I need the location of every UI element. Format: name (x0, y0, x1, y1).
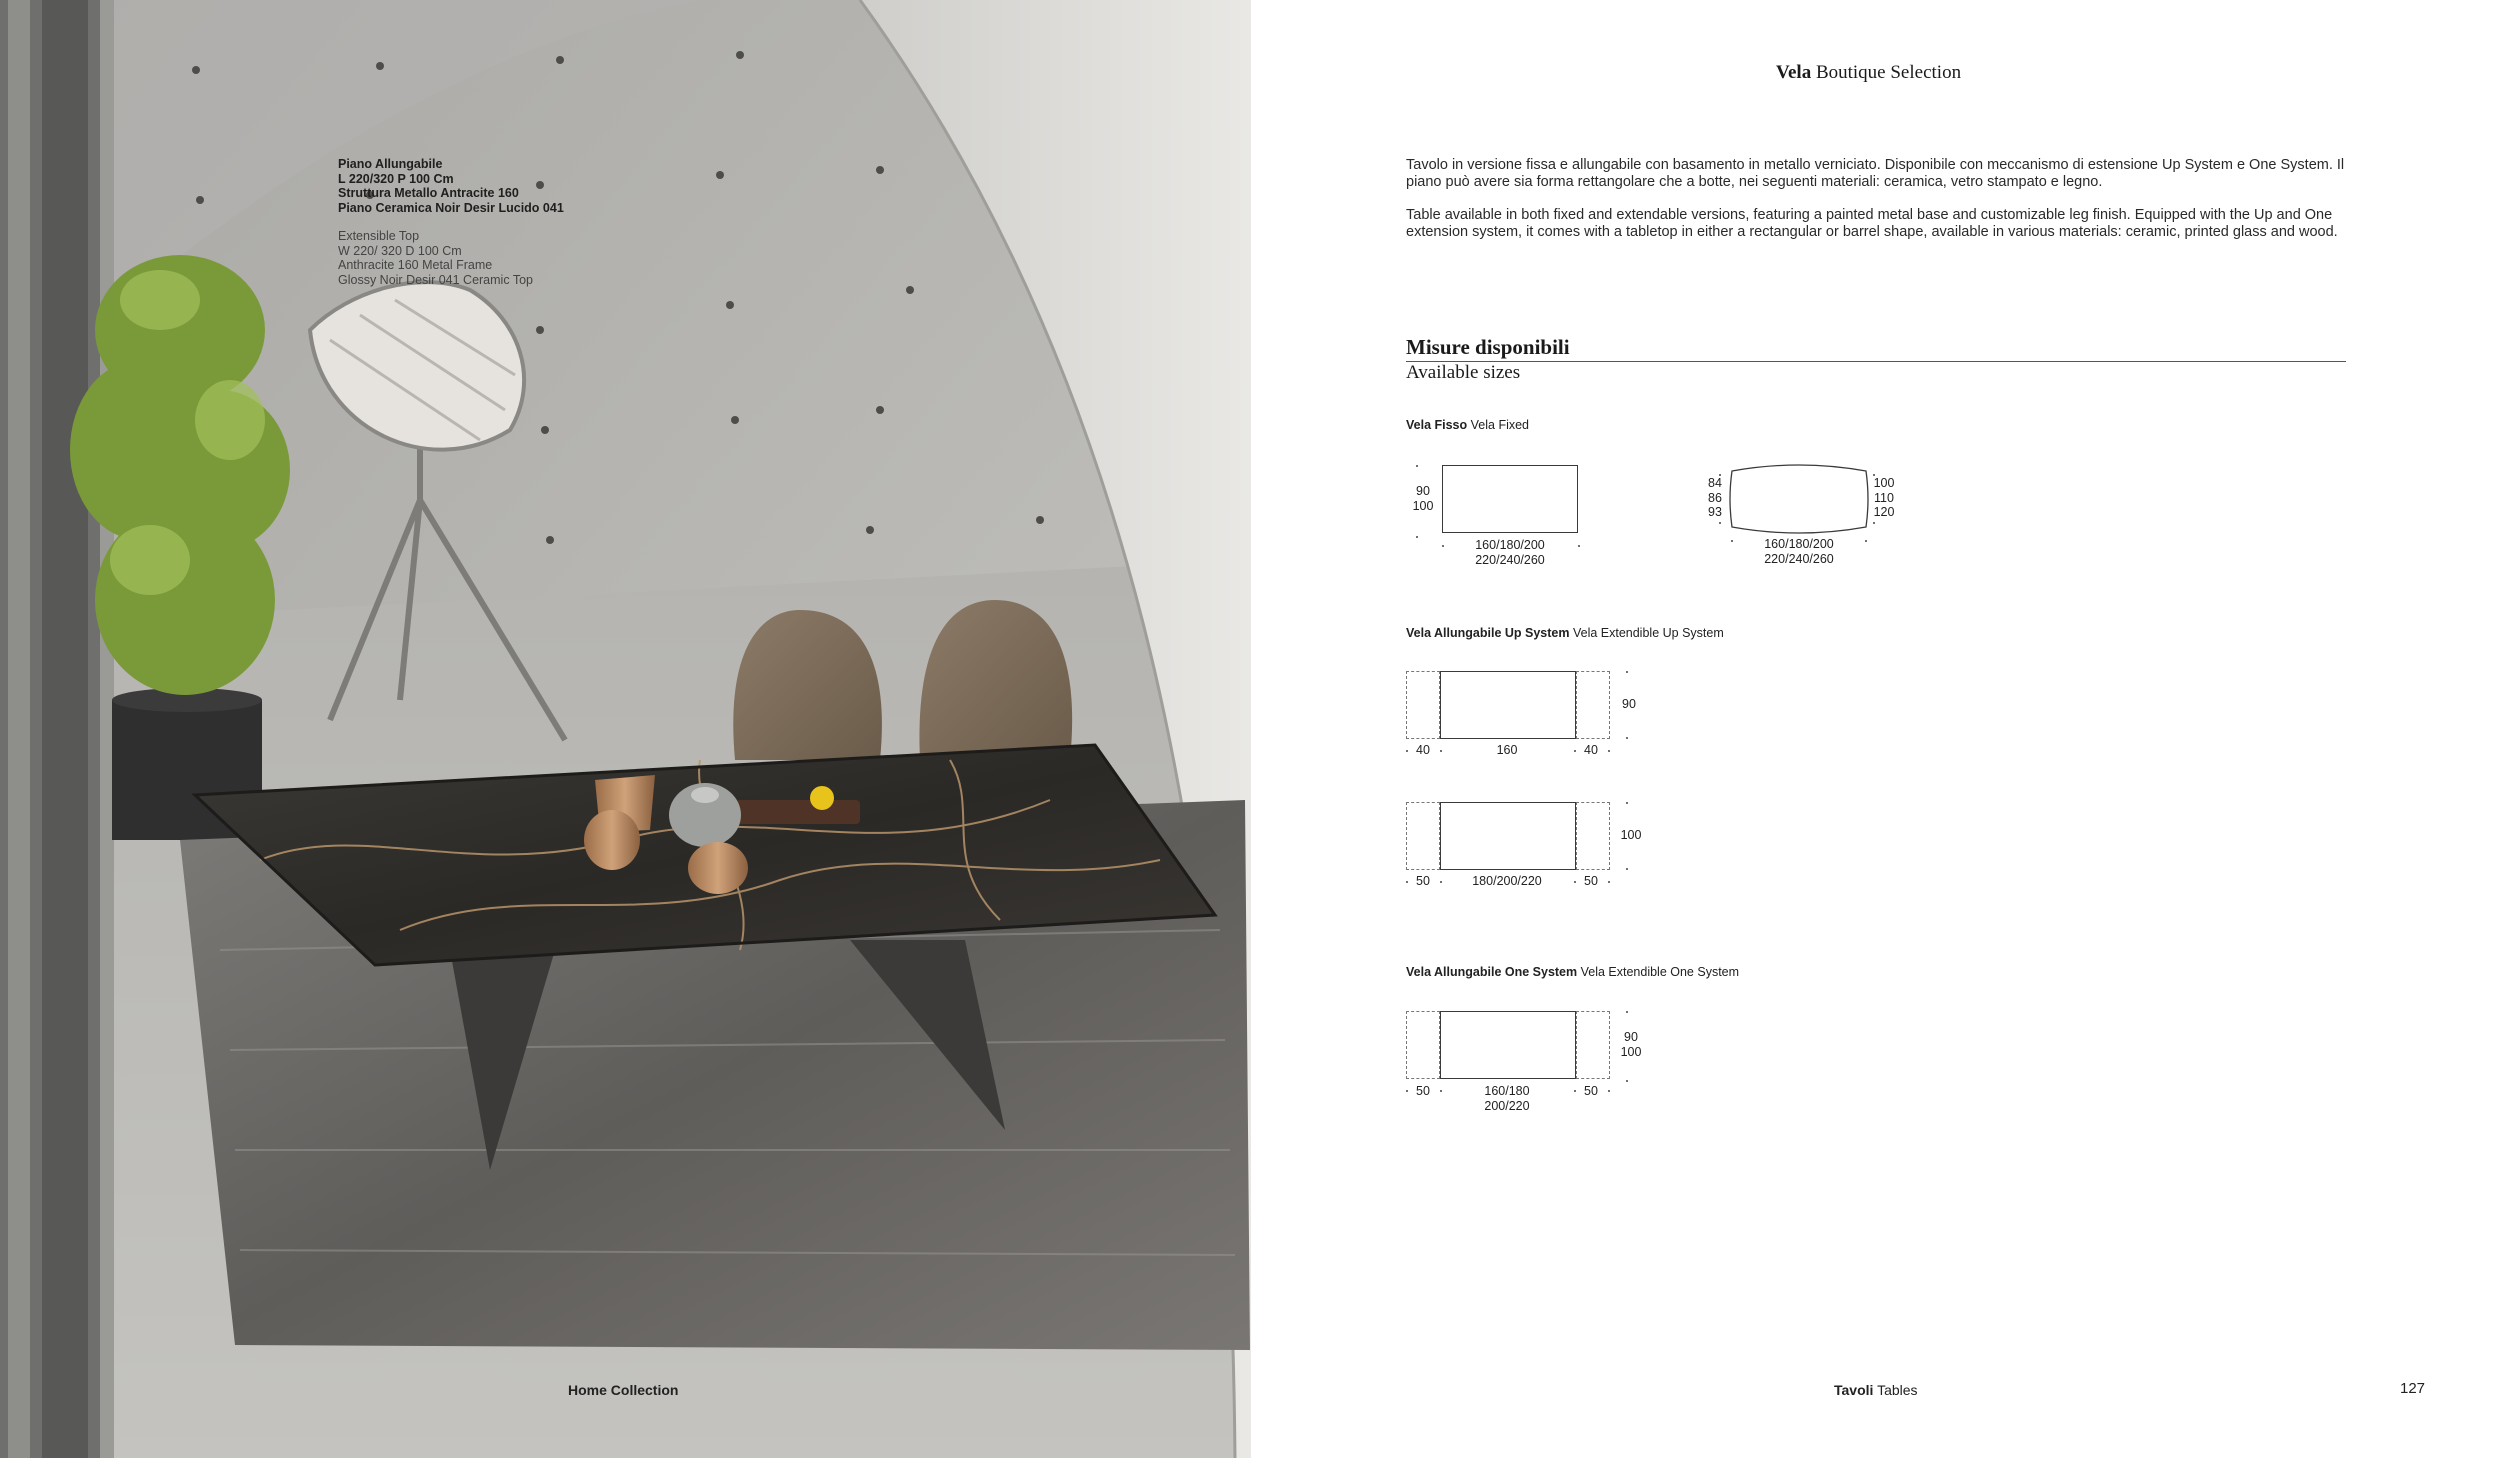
diagram-fixed-rectangular (1406, 460, 1606, 580)
dimension-tick (1608, 1090, 1610, 1092)
extension-width-left: 50 (1416, 1084, 1430, 1098)
base-width: 160 (1496, 743, 1518, 757)
footer-collection-name: Home Collection (568, 1382, 679, 1398)
page-title (1776, 62, 1961, 84)
spec-page (1251, 0, 2500, 1458)
dimension-tick (1578, 545, 1580, 547)
caption-en-line: W 220/ 320 D 100 Cm (338, 243, 462, 258)
depth-dimension: 90 (1622, 697, 1636, 711)
width-value: 160/180 (1484, 1084, 1530, 1098)
rectangular-tabletop (1440, 671, 1576, 739)
category-english: Tables (1877, 1382, 1918, 1398)
base-width: 180/200/220 (1472, 874, 1542, 888)
extension-width-left: 40 (1416, 743, 1430, 757)
sizes-heading: Misure disponibili (1406, 335, 1570, 359)
label-italian: Vela Allungabile One System (1406, 965, 1578, 979)
dimension-tick (1719, 522, 1721, 524)
section-label-up-system (1406, 626, 1724, 640)
extension-width-right: 50 (1584, 874, 1598, 888)
description-italian: Tavolo in versione fissa e allungabile con basamento in metallo verniciato. Disponibile con meccanismo di estensione Up System e One System. Il piano può avere sia forma rettangolare che a botte, nei seguenti materiali: ceramica, vetro stampato e legno. (1406, 157, 2345, 190)
caption-it-line: Struttura Metallo Antracite 160 (338, 186, 519, 200)
width-dimension (1729, 537, 1869, 566)
depth-value: 100 (1412, 498, 1434, 513)
dimension-tick (1626, 802, 1628, 804)
end-depth-dimension (1705, 476, 1725, 520)
extension-leaf-left (1406, 1011, 1440, 1079)
label-english: Vela Extendible One System (1580, 965, 1740, 979)
extension-leaf-left (1406, 671, 1440, 739)
center-depth-value: 100 (1873, 476, 1895, 490)
width-dimension (1442, 538, 1578, 567)
diagram-up-system-2 (1406, 799, 1666, 899)
depth-value: 90 (1624, 1030, 1638, 1044)
center-depth-value: 110 (1874, 490, 1894, 505)
depth-dimension: 100 (1620, 828, 1642, 842)
product-subtitle: Boutique Selection (1815, 62, 1962, 83)
category-italian: Tavoli (1834, 1382, 1874, 1398)
extension-width-right: 50 (1584, 1084, 1598, 1098)
caption-it-line: Piano Allungabile (338, 157, 443, 171)
dimension-tick (1608, 881, 1610, 883)
dimension-tick (1416, 536, 1418, 538)
end-depth-value: 84 (1708, 476, 1722, 490)
diagram-fixed-barrel (1699, 460, 1909, 580)
heading-divider (1406, 361, 2346, 362)
dimension-tick (1416, 465, 1418, 467)
dimension-tick (1873, 522, 1875, 524)
dimension-tick (1626, 671, 1628, 673)
extension-leaf-right (1576, 1011, 1610, 1079)
extension-width-left: 50 (1416, 874, 1430, 888)
width-value: 160/180/200 (1475, 538, 1545, 552)
dimension-tick (1608, 750, 1610, 752)
center-depth-dimension (1871, 476, 1897, 520)
dimension-tick (1626, 737, 1628, 739)
label-italian: Vela Fisso (1406, 418, 1468, 432)
extension-leaf-right (1576, 802, 1610, 870)
width-value: 220/240/260 (1475, 552, 1545, 567)
diagram-up-system-1 (1406, 668, 1666, 768)
label-italian: Vela Allungabile Up System (1406, 626, 1570, 640)
footer-category (1834, 1382, 1918, 1398)
depth-value: 90 (1416, 484, 1430, 498)
width-value: 220/240/260 (1764, 551, 1834, 566)
label-english: Vela Extendible Up System (1572, 626, 1724, 640)
dimension-tick (1626, 868, 1628, 870)
center-depth-value: 120 (1873, 505, 1895, 519)
section-label-one-system (1406, 965, 1739, 979)
rectangular-tabletop (1440, 1011, 1576, 1079)
diagram-one-system (1406, 1008, 1666, 1118)
extension-leaf-right (1576, 671, 1610, 739)
rectangular-tabletop (1440, 802, 1576, 870)
rectangular-tabletop (1442, 465, 1578, 533)
label-english: Vela Fixed (1470, 418, 1530, 432)
product-name: Vela (1776, 62, 1812, 83)
depth-dimension (1616, 1030, 1646, 1059)
end-depth-value: 86 (1708, 490, 1722, 505)
section-label-fixed (1406, 418, 1529, 432)
extension-width-right: 40 (1584, 743, 1598, 757)
width-value: 160/180/200 (1764, 537, 1834, 551)
caption-en-line: Extensible Top (338, 229, 420, 243)
dimension-tick (1626, 1011, 1628, 1013)
depth-dimension (1411, 484, 1435, 513)
width-value: 200/220 (1484, 1098, 1530, 1113)
sizes-subheading: Available sizes (1406, 362, 1521, 383)
base-width (1440, 1084, 1574, 1113)
photo-caption (338, 157, 564, 287)
end-depth-value: 93 (1708, 505, 1722, 519)
depth-value: 100 (1620, 1044, 1642, 1059)
barrel-tabletop (1729, 463, 1869, 535)
page-number: 127 (2400, 1380, 2426, 1397)
extension-leaf-left (1406, 802, 1440, 870)
description-english: Table available in both fixed and extendable versions, featuring a painted metal base and customizable leg finish. Equipped with the Up and One extension system, it comes with a tabletop in either a rectangular or barrel shape, available in various materials: ceramic, printed glass and wood. (1406, 207, 2338, 240)
caption-it-line: L 220/320 P 100 Cm (338, 171, 454, 186)
caption-it-line: Piano Ceramica Noir Desir Lucido 041 (338, 200, 564, 215)
dimension-tick (1626, 1080, 1628, 1082)
caption-en-line: Glossy Noir Desir 041 Ceramic Top (338, 272, 533, 287)
caption-en-line: Anthracite 160 Metal Frame (338, 258, 493, 272)
